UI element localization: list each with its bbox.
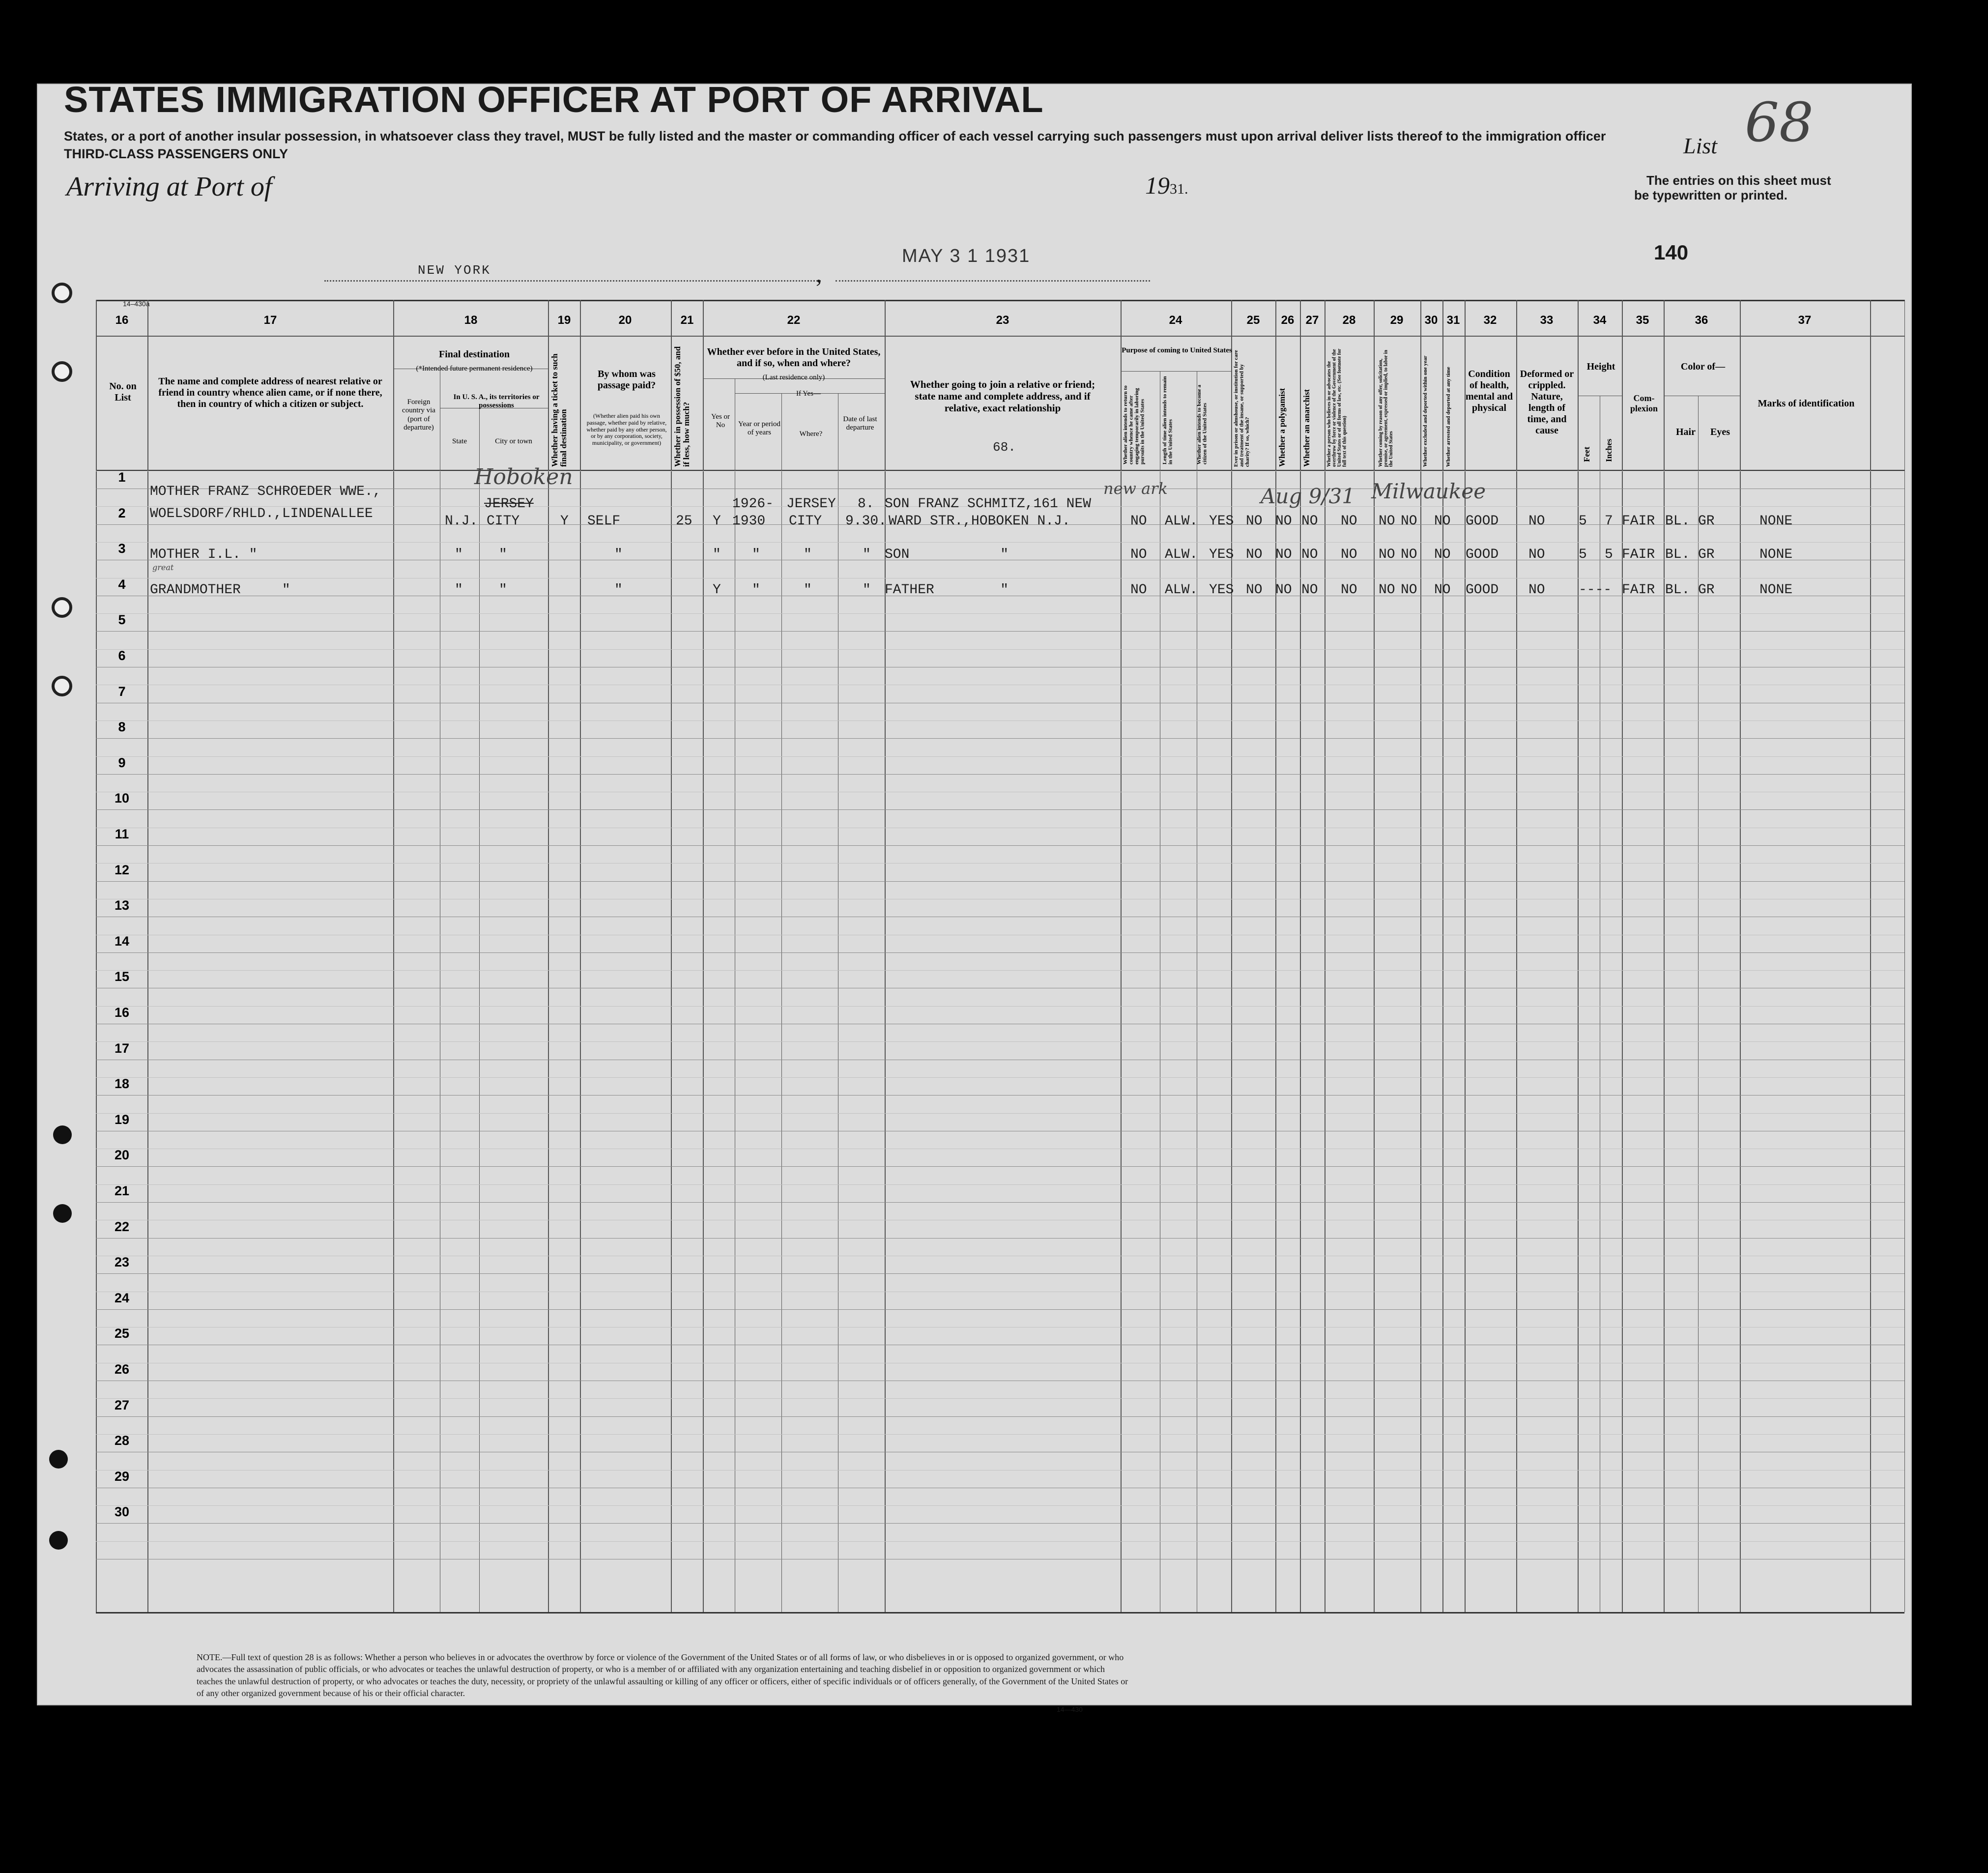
- row-subline: [96, 1505, 1904, 1506]
- row2-overthrow: NO: [1341, 547, 1357, 562]
- row1-date-2: 9.30.: [845, 514, 887, 529]
- column-number: 26: [1281, 314, 1295, 327]
- header-deformed: Deformed or crippled. Nature, length of time, and cause: [1520, 369, 1574, 436]
- row3-health: GOOD: [1466, 582, 1499, 598]
- column-separator: [1578, 300, 1579, 1612]
- row-number: 2: [118, 505, 126, 520]
- header-feet: Feet: [1582, 446, 1591, 462]
- row2-years: ": [752, 547, 760, 562]
- row-line: [96, 809, 1904, 810]
- punch-hole: [53, 1125, 72, 1144]
- row3-polygamist: NO: [1275, 582, 1292, 598]
- row2-excluded: NO: [1401, 547, 1417, 562]
- column-number: 31: [1446, 314, 1460, 327]
- header-join-typed: 68.: [993, 440, 1016, 455]
- column-separator: [548, 300, 549, 1612]
- header-inches: Inches: [1604, 438, 1613, 462]
- page-title: STATES IMMIGRATION OFFICER AT PORT OF ARRIVAL: [64, 79, 1044, 120]
- row-number: 5: [118, 612, 126, 628]
- header-money: Whether in possession of $50, and if less, how much?: [673, 346, 691, 467]
- form-number: 14–430a: [123, 300, 150, 308]
- header-passage: By whom was passage paid?: [597, 369, 656, 391]
- row3-contract: NO: [1379, 582, 1395, 598]
- header-relative: The name and complete address of nearest relative or friend in country whence alien came, or if none there, then in country of which a citizen or subject.: [158, 376, 382, 409]
- row-subline: [96, 756, 1904, 757]
- column-separator: [671, 300, 672, 1612]
- row-number: 4: [118, 576, 126, 592]
- row-number: 19: [114, 1112, 130, 1127]
- row-number: 29: [114, 1469, 130, 1484]
- column-number-line: [96, 336, 1904, 337]
- column-number: 36: [1695, 314, 1708, 327]
- row1-relative-line2: WOELSDORF/RHLD.,LINDENALLEE: [150, 506, 373, 521]
- column-number: 24: [1169, 314, 1182, 327]
- row2-citizen: YES: [1209, 547, 1234, 562]
- row1-feet: 5: [1579, 514, 1587, 529]
- header-foreign-country: Foreign country via (port of departure): [402, 398, 435, 432]
- row2-city: ": [499, 547, 507, 562]
- row1-join-handwritten: new ark: [1103, 479, 1168, 498]
- row1-inches: 7: [1605, 514, 1613, 529]
- row3-return: NO: [1130, 582, 1147, 598]
- row1-money: 25: [676, 514, 692, 529]
- row1-anarchist: NO: [1301, 514, 1318, 529]
- row3-citizen: YES: [1209, 582, 1234, 598]
- row-number: 24: [114, 1290, 130, 1305]
- row1-marks: NONE: [1759, 514, 1793, 529]
- column-separator: [703, 300, 704, 1612]
- row-line: [96, 1238, 1904, 1239]
- row2-marks: NONE: [1759, 547, 1793, 562]
- row1-before: Y: [713, 514, 721, 529]
- punch-hole: [52, 676, 72, 696]
- row2-length: ALW.: [1165, 547, 1198, 562]
- header-where: Where?: [799, 430, 823, 438]
- row-number: 22: [114, 1219, 130, 1234]
- row1-city-struck: JERSEY: [484, 496, 534, 512]
- header-complexion: Com-plexion: [1630, 393, 1658, 413]
- row3-deformed: NO: [1528, 582, 1545, 598]
- row1-arrested: NO: [1434, 514, 1451, 529]
- row3-where: ": [804, 582, 812, 598]
- row-line: [96, 1273, 1904, 1274]
- column-number: 23: [996, 314, 1009, 327]
- row-number: 20: [114, 1148, 130, 1163]
- column-number: 37: [1798, 314, 1812, 327]
- row1-state: N.J.: [445, 514, 478, 529]
- column-separator: [393, 300, 394, 1612]
- header-anarchist: Whether an anarchist: [1302, 389, 1311, 467]
- row2-return: NO: [1130, 547, 1147, 562]
- column-separator: [1622, 300, 1623, 1612]
- column-separator: [1231, 300, 1232, 1612]
- header-state: State: [452, 437, 467, 445]
- row2-passage: ": [614, 547, 623, 562]
- row2-eyes: GR: [1698, 547, 1715, 562]
- header-contract: Whether coming by reason of any offer, solicitation, promise, or agreement, expressed or implied, to labor in the United States: [1378, 349, 1394, 467]
- header-hair: Hair: [1676, 427, 1696, 437]
- row1-citizen: YES: [1209, 514, 1234, 529]
- header-no-on-list: No. on List: [109, 381, 137, 403]
- row2-before: ": [713, 547, 721, 562]
- column-number: 35: [1636, 314, 1649, 327]
- row1-polygamist: NO: [1275, 514, 1292, 529]
- row3-eyes: GR: [1698, 582, 1715, 598]
- row2-relative: MOTHER I.L. ": [150, 547, 258, 562]
- row1-date-1: 8.: [858, 496, 874, 512]
- column-number: 20: [618, 314, 632, 327]
- list-number: 68: [1745, 91, 1814, 154]
- row1-handwritten-city: Milwaukee: [1371, 479, 1486, 503]
- row-line: [96, 881, 1904, 882]
- header-join: Whether going to join a relative or friend; state name and complete address, and if relative, exact relationship: [910, 378, 1095, 414]
- row-number: 21: [114, 1183, 130, 1198]
- row1-length: ALW.: [1165, 514, 1198, 529]
- date-line: [836, 275, 1150, 282]
- row1-overthrow: NO: [1341, 514, 1357, 529]
- row2-date: ": [863, 547, 871, 562]
- row2-feet: 5: [1579, 547, 1587, 562]
- row-line: [96, 631, 1904, 632]
- row3-overthrow: NO: [1341, 582, 1357, 598]
- row-number: 28: [114, 1433, 130, 1448]
- punch-hole: [52, 283, 72, 303]
- column-number: 22: [787, 314, 801, 327]
- column-number: 25: [1246, 314, 1260, 327]
- row-number: 11: [115, 827, 129, 841]
- row3-date: ": [863, 582, 871, 598]
- column-number: 34: [1593, 314, 1607, 327]
- column-number: 30: [1424, 314, 1438, 327]
- row1-hair: BL.: [1665, 514, 1690, 529]
- row-number: 18: [114, 1076, 130, 1092]
- row2-where: ": [804, 547, 812, 562]
- header-in-usa: In U. S. A., its territories or possessions: [453, 393, 540, 410]
- header-excluded: Whether excluded and deported within one year: [1422, 355, 1428, 467]
- arriving-label: Arriving at Port of: [66, 172, 272, 202]
- row-number: 27: [114, 1397, 130, 1412]
- row-number: 25: [114, 1326, 130, 1341]
- table-bottom-border: [96, 1612, 1904, 1614]
- punch-hole: [52, 597, 72, 618]
- row1-deformed: NO: [1528, 514, 1545, 529]
- column-number: 16: [115, 314, 129, 327]
- row3-complexion: FAIR: [1622, 582, 1655, 598]
- row3-join: FATHER ": [885, 582, 1009, 598]
- row-number: 17: [114, 1040, 130, 1056]
- column-separator: [147, 300, 148, 1612]
- column-number: 33: [1540, 314, 1554, 327]
- row-line: [96, 738, 1904, 739]
- row-subline: [96, 613, 1904, 614]
- header-prison: Ever in prison or almshouse, or institution for care and treatment of the insane, or supported by charity? If so, which?: [1233, 350, 1251, 467]
- date-stamp: MAY 3 1 1931: [902, 246, 1031, 266]
- row2-prison: NO: [1246, 547, 1263, 562]
- header-ever-before: Whether ever before in the United States, and if so, when and where?: [707, 346, 881, 369]
- header-year: Year or period of years: [738, 420, 780, 437]
- row-number: 26: [114, 1362, 130, 1377]
- column-separator: [1664, 300, 1665, 1612]
- row3-passage: ": [614, 582, 623, 598]
- row-number: 10: [114, 791, 130, 806]
- row1-handwritten-date: Aug 9/31: [1261, 484, 1355, 508]
- row-line: [96, 952, 1904, 953]
- column-number: 21: [680, 314, 694, 327]
- column-number: 29: [1390, 314, 1404, 327]
- entries-note-2: be typewritten or printed.: [1634, 188, 1788, 202]
- header-purpose: Purpose of coming to United States: [1122, 346, 1232, 354]
- row2-complexion: FAIR: [1622, 547, 1655, 562]
- row-line: [96, 1166, 1904, 1167]
- row-subline: [96, 1541, 1904, 1542]
- row1-excluded: NO: [1401, 514, 1417, 529]
- header-ever-before-sub: (Last residence only): [762, 374, 825, 381]
- row1-prison: NO: [1246, 514, 1263, 529]
- row-number: 6: [118, 648, 126, 663]
- row1-return: NO: [1130, 514, 1147, 529]
- row1-join-1: SON FRANZ SCHMITZ,161 NEW: [885, 496, 1092, 512]
- list-label: List: [1683, 133, 1718, 158]
- row1-passage: SELF: [587, 514, 621, 529]
- row2-contract: NO: [1379, 547, 1395, 562]
- column-number: 17: [263, 314, 277, 327]
- column-separator: [1740, 300, 1741, 1612]
- header-if-yes: If Yes—: [796, 390, 821, 398]
- header-date-departure: Date of last departure: [843, 415, 877, 432]
- row-subline: [96, 1398, 1904, 1399]
- port-line: [324, 275, 821, 282]
- row-subline: [96, 1113, 1904, 1114]
- row-number: 23: [114, 1255, 130, 1270]
- row1-years-2: 1930: [732, 514, 766, 529]
- row3-length: ALW.: [1165, 582, 1198, 598]
- row-subline: [96, 863, 1904, 864]
- column-separator: [1516, 300, 1517, 1612]
- row-subline: [96, 720, 1904, 721]
- row-number: 15: [114, 969, 130, 984]
- row2-join: SON ": [885, 547, 1009, 562]
- header-final-destination: Final destination: [439, 349, 510, 360]
- header-purpose-length: Length of time alien intends to remain in the United States: [1162, 376, 1174, 464]
- row-number: 14: [114, 933, 130, 949]
- row2-arrested: NO: [1434, 547, 1451, 562]
- row-subline: [96, 1077, 1904, 1078]
- subheader-line: [1121, 371, 1231, 372]
- row1-relative-line1: MOTHER FRANZ SCHROEDER WWE.,: [150, 484, 381, 499]
- punch-hole: [49, 1450, 68, 1469]
- row2-health: GOOD: [1466, 547, 1499, 562]
- row-subline: [96, 1184, 1904, 1185]
- row2-polygamist: NO: [1275, 547, 1292, 562]
- row-line: [96, 845, 1904, 846]
- row2-hair: BL.: [1665, 547, 1690, 562]
- row1-city-handwritten: Hoboken: [474, 464, 573, 490]
- row3-city: ": [499, 582, 507, 598]
- row2-anarchist: NO: [1301, 547, 1318, 562]
- row3-relative: GRANDMOTHER ": [150, 582, 290, 598]
- header-passage-sub: (Whether alien paid his own passage, whether paid by relative, whether paid by any other person, or by any corporation, society, municipality, or government): [586, 412, 667, 447]
- row2-handwritten-note: great: [152, 563, 174, 572]
- row1-health: GOOD: [1466, 514, 1499, 529]
- header-health: Condition of health, mental and physical: [1465, 369, 1513, 413]
- header-ticket: Whether having a ticket to such final destination: [550, 353, 568, 467]
- row-subline: [96, 542, 1904, 543]
- row2-state: ": [455, 547, 463, 562]
- header-arrested: Whether arrested and deported at any time: [1445, 367, 1451, 467]
- row-number: 8: [118, 720, 126, 735]
- row3-anarchist: NO: [1301, 582, 1318, 598]
- row1-complexion: FAIR: [1622, 514, 1655, 529]
- row3-arrested: NO: [1434, 582, 1451, 598]
- punch-hole: [49, 1531, 68, 1550]
- row3-state: ": [455, 582, 463, 598]
- comma-sep: ,: [816, 260, 822, 288]
- row-number: 1: [118, 470, 126, 485]
- header-marks: Marks of identification: [1758, 398, 1855, 409]
- row1-ticket: Y: [560, 514, 569, 529]
- column-number: 19: [557, 314, 571, 327]
- header-eyes: Eyes: [1710, 427, 1730, 437]
- row2-deformed: NO: [1528, 547, 1545, 562]
- row1-join-2: WARD STR.,HOBOKEN N.J.: [889, 514, 1070, 529]
- row3-marks: NONE: [1759, 582, 1793, 598]
- header-final-destination-sub: (*Intended future permanent residence): [416, 365, 533, 373]
- row1-where-2: CITY: [789, 514, 822, 529]
- column-separator: [580, 300, 581, 1612]
- form-number-bottom: 14—430: [1057, 1705, 1083, 1713]
- row-number: 13: [114, 898, 130, 913]
- row-line: [96, 774, 1904, 775]
- header-color: Color of—: [1680, 361, 1726, 372]
- header-overthrow: Whether a person who believes in or advocates the overthrow by force or violence of the Government of the United States or of all forms of law, etc. (See footnote for full text of this question): [1326, 348, 1348, 467]
- row3-excluded: NO: [1401, 582, 1417, 598]
- row1-city: CITY: [487, 514, 520, 529]
- row-line: [96, 1309, 1904, 1310]
- column-separator: [96, 300, 97, 1612]
- column-separator: [1904, 300, 1905, 1612]
- page-number: 140: [1654, 241, 1689, 264]
- row-line: [96, 1523, 1904, 1524]
- header-purpose-citizen: Whether alien intends to become a citizen of the United States: [1196, 384, 1208, 464]
- header-city: City or town: [495, 437, 532, 445]
- row-line: [96, 1202, 1904, 1203]
- column-number: 27: [1305, 314, 1319, 327]
- row1-eyes: GR: [1698, 514, 1715, 529]
- column-separator: [781, 393, 782, 1612]
- row-subline: [96, 1041, 1904, 1042]
- row-subline: [96, 1006, 1904, 1007]
- column-number: 28: [1342, 314, 1356, 327]
- header-purpose-return: Whether alien intends to return to country whence he came after engaging temporarily in laboring pursuits in the United States: [1123, 385, 1146, 464]
- row2-inches: 5: [1605, 547, 1613, 562]
- punch-hole: [52, 361, 72, 382]
- row-subline: [96, 649, 1904, 650]
- row-number: 7: [118, 684, 126, 699]
- instructions-text: States, or a port of another insular possession, in whatsoever class they travel, MUST be fully listed and the master or commanding officer of each vessel carrying such passengers must upon arrival deliver lists thereof to the immigration officer: [64, 129, 1606, 144]
- row-subline: [96, 1434, 1904, 1435]
- row3-feet: ----: [1579, 582, 1612, 598]
- port-value: NEW YORK: [418, 263, 491, 278]
- punch-hole: [53, 1204, 72, 1223]
- row-number: 16: [114, 1005, 130, 1020]
- row3-years: ": [752, 582, 760, 598]
- column-separator: [479, 408, 480, 1612]
- row1-where-1: JERSEY: [786, 496, 836, 512]
- row3-hair: BL.: [1665, 582, 1690, 598]
- year-prefix: 1931.: [1145, 172, 1188, 199]
- row1-contract: NO: [1379, 514, 1395, 529]
- row1-years-1: 1926-: [732, 496, 774, 512]
- row-number: 3: [118, 541, 126, 556]
- column-separator: [1870, 300, 1871, 1612]
- row-number: 30: [114, 1504, 130, 1520]
- column-number: 32: [1483, 314, 1497, 327]
- row-number: 9: [118, 755, 126, 770]
- class-notice: THIRD-CLASS PASSENGERS ONLY: [64, 146, 288, 161]
- header-polygamist: Whether a polygamist: [1277, 388, 1287, 467]
- header-yes-no: Yes or No: [711, 413, 730, 430]
- header-height: Height: [1586, 361, 1615, 372]
- table-top-border: [96, 300, 1904, 301]
- column-number: 18: [464, 314, 478, 327]
- row-subline: [96, 970, 1904, 971]
- row-line: [96, 1416, 1904, 1417]
- row-number: 12: [114, 862, 130, 877]
- footnote: NOTE.—Full text of question 28 is as follows: Whether a person who believes in or advocates the overthrow by force or violence of the Government of the United States or of all forms of law, or who disbelieves in or is opposed to organized government, or who advocates the assassination of public officials, or who advocates or teaches the unlawful destruction of property, or who is a member of or affiliated with any organization entertaining and teaching disbelief in or opposition to organized government or which teaches the unlawful destruction of property, or who advocates or teaches the duty, necessity, or propriety of the unlawful assaulting or killing of any officer or officers, either of specific individuals or of officers generally, of the Government of the United States or of any other organized government because of his or their official character.: [197, 1652, 1128, 1698]
- entries-note: The entries on this sheet must: [1646, 173, 1831, 188]
- row3-prison: NO: [1246, 582, 1263, 598]
- row3-before: Y: [713, 582, 721, 598]
